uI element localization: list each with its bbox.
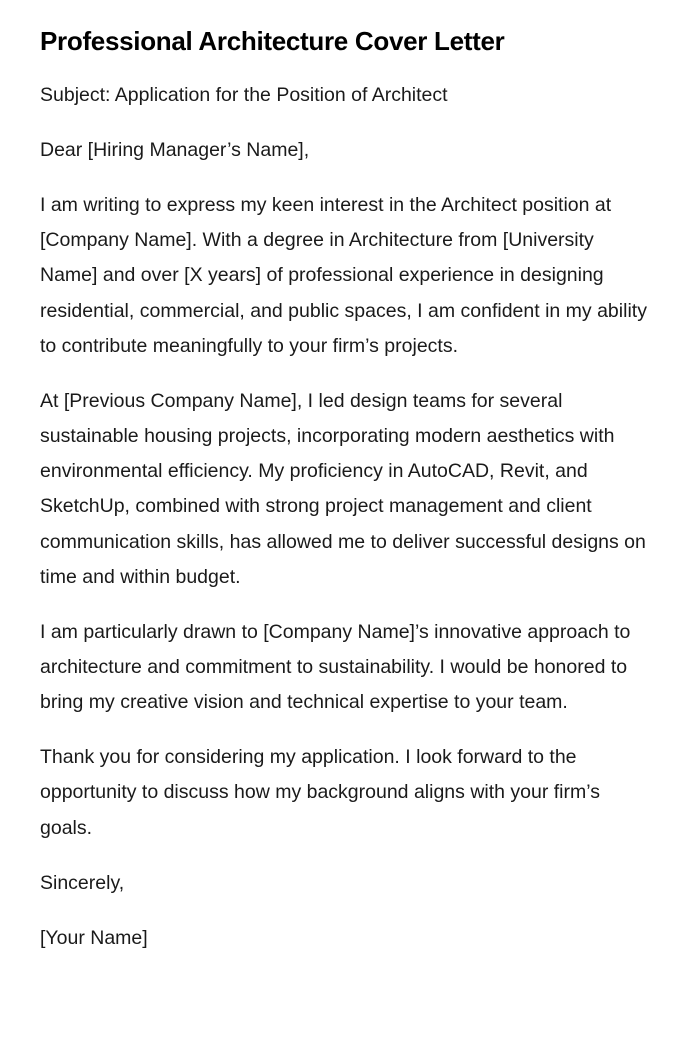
body-paragraph-intro: I am writing to express my keen interest in the Architect position at [Company Name]. With a degree in Architecture from [University Name] and over [X years] of professional experience in designing residential, commercial, and public spaces, I am confident in my ability to contribute meaningfully to your firm’s projects. [40,194,647,357]
subject-line: Subject: Application for the Position of Architect [40,84,448,106]
salutation: Dear [Hiring Manager’s Name], [40,139,310,161]
body-paragraph-thanks: Thank you for considering my application. I look forward to the opportunity to discuss how my background aligns with your firm’s goals. [40,746,600,839]
body-paragraph-experience: At [Previous Company Name], I led design teams for several sustainable housing projects, incorporating modern aesthetics with environmental efficiency. My proficiency in AutoCAD, Revit, and SketchUp, combined with strong project management and client communication skills, has allowed me to deliver successful designs on time and within budget. [40,389,646,588]
closing-line: Sincerely, [40,871,125,894]
body-paragraph-interest: I am particularly drawn to [Company Name]’s innovative approach to architecture and commitment to sustainability. I would be honored to bring my creative vision and technical expertise to your team. [40,620,631,714]
document-title: Professional Architecture Cover Letter [40,26,505,56]
signature-name: [Your Name] [40,926,148,949]
cover-letter-document [40,24,650,976]
